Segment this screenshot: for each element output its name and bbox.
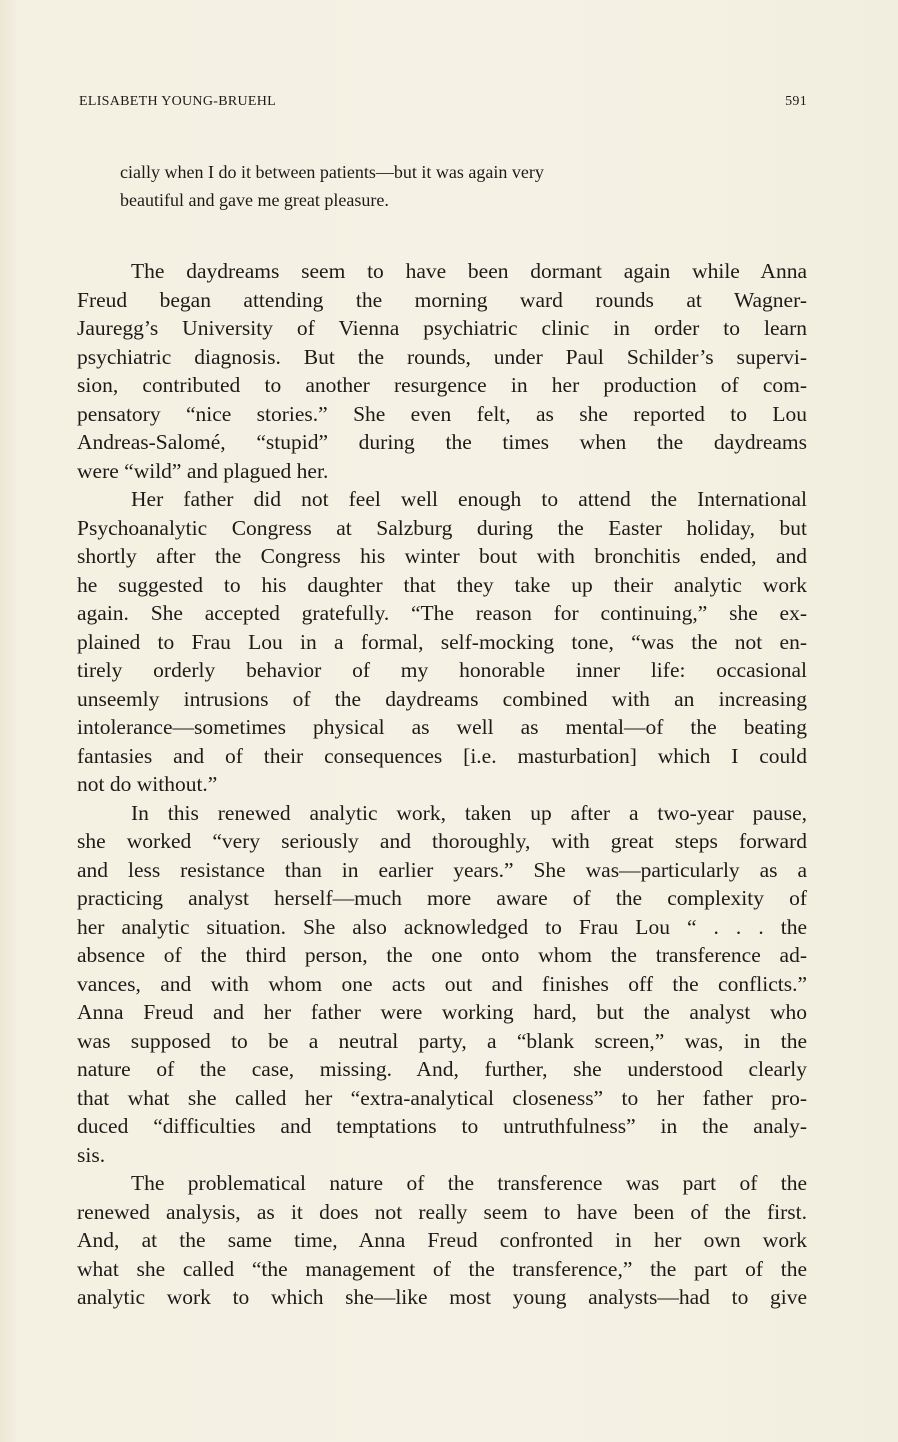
quote-line: cially when I do it between patients—but it was again very xyxy=(120,162,544,182)
text-line: and less resistance than in earlier years.” She was—particularly as a xyxy=(77,857,807,882)
text-line: tirely orderly behavior of my honorable inner life: occasional xyxy=(77,658,807,682)
text-line: Her father did not feel well enough to attend the International xyxy=(131,487,807,511)
text-line: sis. xyxy=(77,1142,106,1167)
text-line: Jauregg’s University of Vienna psychiatric clinic in order to learn xyxy=(77,316,807,340)
page-number: 591 xyxy=(785,94,807,109)
text-line: fantasies and of their consequences [i.e. masturbation] which I could xyxy=(77,743,807,768)
quote-line: beautiful and gave me great pleasure. xyxy=(120,190,389,210)
text-line: were “wild” and plagued her. xyxy=(77,458,329,483)
text-line: The daydreams seem to have been dormant again while Anna xyxy=(131,259,807,283)
text-line: again. She accepted gratefully. “The reason for continuing,” she ex- xyxy=(77,601,807,625)
text-line: In this renewed analytic work, taken up after a two-year pause, xyxy=(131,800,807,825)
running-head xyxy=(79,94,807,114)
text-line: shortly after the Congress his winter bout with bronchitis ended, and xyxy=(77,544,807,568)
text-line: he suggested to his daughter that they take up their analytic work xyxy=(77,572,807,597)
text-line: The problematical nature of the transference was part of the xyxy=(131,1171,807,1195)
text-line: that what she called her “extra-analytical closeness” to her father pro- xyxy=(77,1085,807,1110)
text-line: Anna Freud and her father were working hard, but the analyst who xyxy=(77,1000,807,1024)
text-line: practicing analyst herself—much more aware of the complexity of xyxy=(77,886,807,910)
text-line: Psychoanalytic Congress at Salzburg during the Easter holiday, but xyxy=(77,515,807,540)
text-line: Andreas-Salomé, “stupid” during the times when the daydreams xyxy=(77,430,807,454)
running-head-author: ELISABETH YOUNG-BRUEHL xyxy=(79,94,277,109)
text-line: her analytic situation. She also acknowledged to Frau Lou “ . . . the xyxy=(77,914,807,939)
text-line: pensatory “nice stories.” She even felt, as she reported to Lou xyxy=(77,401,807,426)
text-line: not do without.” xyxy=(77,772,218,796)
text-line: she worked “very seriously and thoroughly, with great steps forward xyxy=(77,829,807,853)
text-line: psychiatric diagnosis. But the rounds, under Paul Schilder’s supervi- xyxy=(77,344,807,369)
text-line: intolerance—sometimes physical as well as mental—of the beating xyxy=(77,715,807,739)
text-line: Freud began attending the morning ward rounds at Wagner- xyxy=(77,287,807,312)
text-line: what she called “the management of the transference,” the part of the xyxy=(77,1256,807,1281)
text-line: analytic work to which she—like most young analysts—had to give xyxy=(77,1285,807,1309)
text-line: And, at the same time, Anna Freud confronted in her own work xyxy=(77,1228,807,1252)
text-line: nature of the case, missing. And, further, she understood clearly xyxy=(77,1057,807,1081)
text-line: was supposed to be a neutral party, a “blank screen,” was, in the xyxy=(77,1028,807,1053)
text-line: absence of the third person, the one onto whom the transference ad- xyxy=(77,943,807,967)
text-line: vances, and with whom one acts out and finishes off the conflicts.” xyxy=(77,971,807,996)
text-line: unseemly intrusions of the daydreams combined with an increasing xyxy=(77,686,807,711)
text-line: sion, contributed to another resurgence in her production of com- xyxy=(77,373,807,397)
text-line: plained to Frau Lou in a formal, self-mocking tone, “was the not en- xyxy=(77,629,807,654)
body-text xyxy=(77,257,807,1312)
text-line: duced “difficulties and temptations to untruthfulness” in the analy- xyxy=(77,1114,807,1138)
block-quote xyxy=(120,158,770,214)
text-line: renewed analysis, as it does not really seem to have been of the first. xyxy=(77,1199,807,1224)
